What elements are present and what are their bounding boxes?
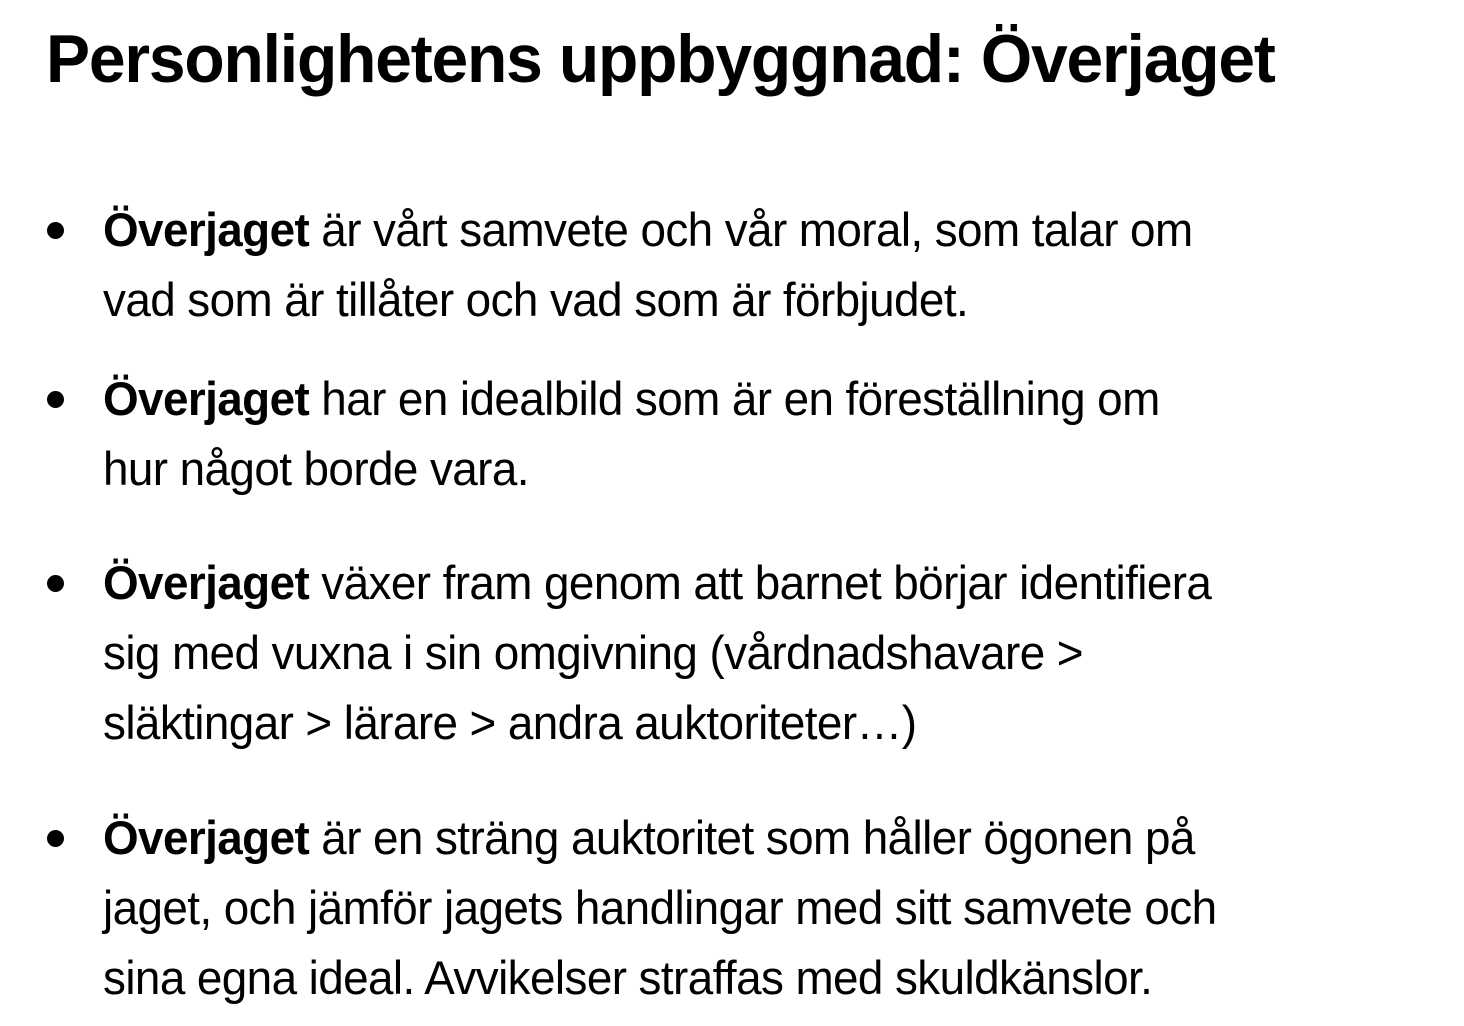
bullet-line — [103, 548, 1211, 618]
bullet-line: hur något borde vara. — [103, 442, 529, 495]
bullet-line-text: växer fram genom att barnet börjar identifiera — [309, 556, 1212, 609]
bullet-line — [103, 195, 1193, 265]
bullet-term: Överjaget — [103, 556, 310, 609]
bullet-line: jaget, och jämför jagets handlingar med sitt samvete och — [103, 881, 1217, 934]
bullet-term: Överjaget — [103, 203, 310, 256]
bullet-line-text: har en idealbild som är en föreställning om — [309, 372, 1160, 425]
bullet-line: sina egna ideal. Avvikelser straffas med skuldkänslor. — [103, 951, 1153, 1004]
bullet-text — [103, 803, 1216, 1013]
bullet-term: Överjaget — [103, 372, 310, 425]
bullet-line: sig med vuxna i sin omgivning (vårdnadshavare > — [103, 626, 1083, 679]
bullet-text — [103, 195, 1193, 335]
bullet-text — [103, 364, 1160, 504]
bullet-line — [103, 803, 1216, 873]
bullet-text — [103, 548, 1211, 758]
bullet-dot-icon — [47, 575, 64, 592]
bullet-line: vad som är tillåter och vad som är förbjudet. — [103, 273, 969, 326]
bullet-line: släktingar > lärare > andra auktoriteter…) — [103, 696, 917, 749]
bullet-dot-icon — [47, 391, 64, 408]
bullet-line — [103, 364, 1160, 434]
bullet-line-text: är vårt samvete och vår moral, som talar om — [309, 203, 1193, 256]
bullet-dot-icon — [47, 830, 64, 847]
bullet-line-text: är en sträng auktoritet som håller ögonen på — [309, 811, 1195, 864]
slide-title: Personlighetens uppbyggnad: Överjaget — [46, 21, 1275, 97]
bullet-term: Överjaget — [103, 811, 310, 864]
bullet-dot-icon — [47, 222, 64, 239]
